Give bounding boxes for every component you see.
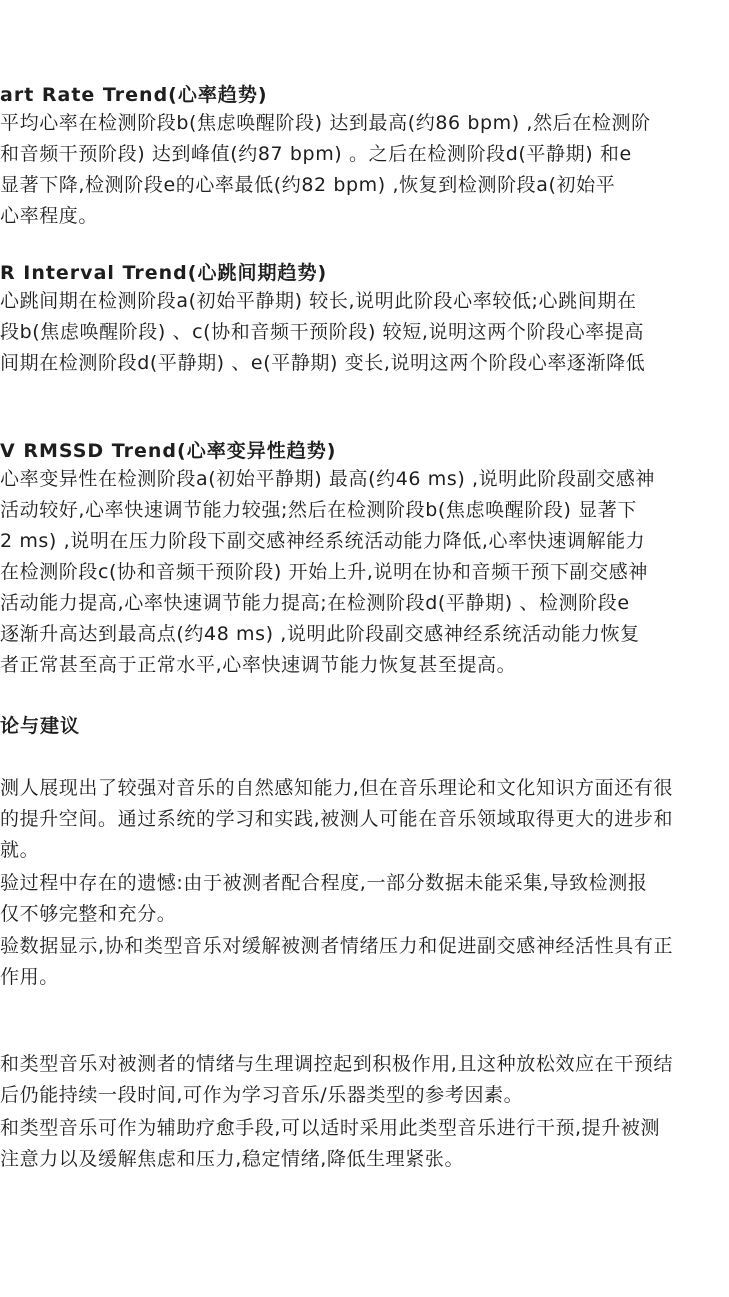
paragraph-line: 验过程中存在的遗憾:由于被测者配合程度,一部分数据未能采集,导致检测报 bbox=[0, 872, 648, 894]
paragraph-line: 和音频干预阶段) 达到峰值(约87 bpm) 。之后在检测阶段d(平静期) 和e bbox=[0, 143, 632, 165]
paragraph-line: 测人展现出了较强对音乐的自然感知能力,但在音乐理论和文化知识方面还有很 bbox=[0, 777, 674, 799]
section-heading-hrv-rmssd: V RMSSD Trend(心率变异性趋势) bbox=[0, 440, 337, 462]
paragraph-line: 段b(焦虑唤醒阶段) 、c(协和音频干预阶段) 较短,说明这两个阶段心率提高 bbox=[0, 321, 645, 343]
paragraph-line: 和类型音乐对被测者的情绪与生理调控起到积极作用,且这种放松效应在干预结 bbox=[0, 1053, 674, 1075]
paragraph-line: 后仍能持续一段时间,可作为学习音乐/乐器类型的参考因素。 bbox=[0, 1084, 524, 1106]
paragraph-line: 作用。 bbox=[0, 966, 59, 988]
paragraph-line: 显著下降,检测阶段e的心率最低(约82 bpm) ,恢复到检测阶段a(初始平 bbox=[0, 174, 616, 196]
paragraph-line: 2 ms) ,说明在压力阶段下副交感神经系统活动能力降低,心率快速调解能力 bbox=[0, 530, 646, 552]
paragraph-line: 在检测阶段c(协和音频干预阶段) 开始上升,说明在协和音频干预下副交感神 bbox=[0, 561, 648, 583]
paragraph-line: 验数据显示,协和类型音乐对缓解被测者情绪压力和促进副交感神经活性具有正 bbox=[0, 935, 674, 957]
paragraph-line: 心跳间期在检测阶段a(初始平静期) 较长,说明此阶段心率较低;心跳间期在 bbox=[0, 290, 637, 312]
paragraph-line: 心率变异性在检测阶段a(初始平静期) 最高(约46 ms) ,说明此阶段副交感神 bbox=[0, 468, 656, 490]
paragraph-line: 仅不够完整和充分。 bbox=[0, 903, 177, 925]
section-heading-rr-interval: R Interval Trend(心跳间期趋势) bbox=[0, 262, 328, 284]
paragraph-line: 活动能力提高,心率快速调节能力提高;在检测阶段d(平静期) 、检测阶段e bbox=[0, 592, 630, 614]
paragraph-line: 心率程度。 bbox=[0, 205, 99, 227]
paragraph-line: 平均心率在检测阶段b(焦虑唤醒阶段) 达到最高(约86 bpm) ,然后在检测阶 bbox=[0, 112, 651, 134]
section-heading-heart-rate: art Rate Trend(心率趋势) bbox=[0, 84, 268, 106]
paragraph-line: 活动较好,心率快速调节能力较强;然后在检测阶段b(焦虑唤醒阶段) 显著下 bbox=[0, 499, 637, 521]
section-heading-conclusion: 论与建议 bbox=[0, 715, 81, 737]
paragraph-line: 间期在检测阶段d(平静期) 、e(平静期) 变长,说明这两个阶段心率逐渐降低 bbox=[0, 352, 646, 374]
paragraph-line: 和类型音乐可作为辅助疗愈手段,可以适时采用此类型音乐进行干预,提升被测 bbox=[0, 1117, 661, 1139]
paragraph-line: 逐渐升高达到最高点(约48 ms) ,说明此阶段副交感神经系统活动能力恢复 bbox=[0, 623, 640, 645]
paragraph-line: 就。 bbox=[0, 839, 40, 861]
paragraph-line: 者正常甚至高于正常水平,心率快速调节能力恢复甚至提高。 bbox=[0, 654, 517, 676]
paragraph-line: 注意力以及缓解焦虑和压力,稳定情绪,降低生理紧张。 bbox=[0, 1148, 465, 1170]
paragraph-line: 的提升空间。通过系统的学习和实践,被测人可能在音乐领域取得更大的进步和 bbox=[0, 808, 674, 830]
